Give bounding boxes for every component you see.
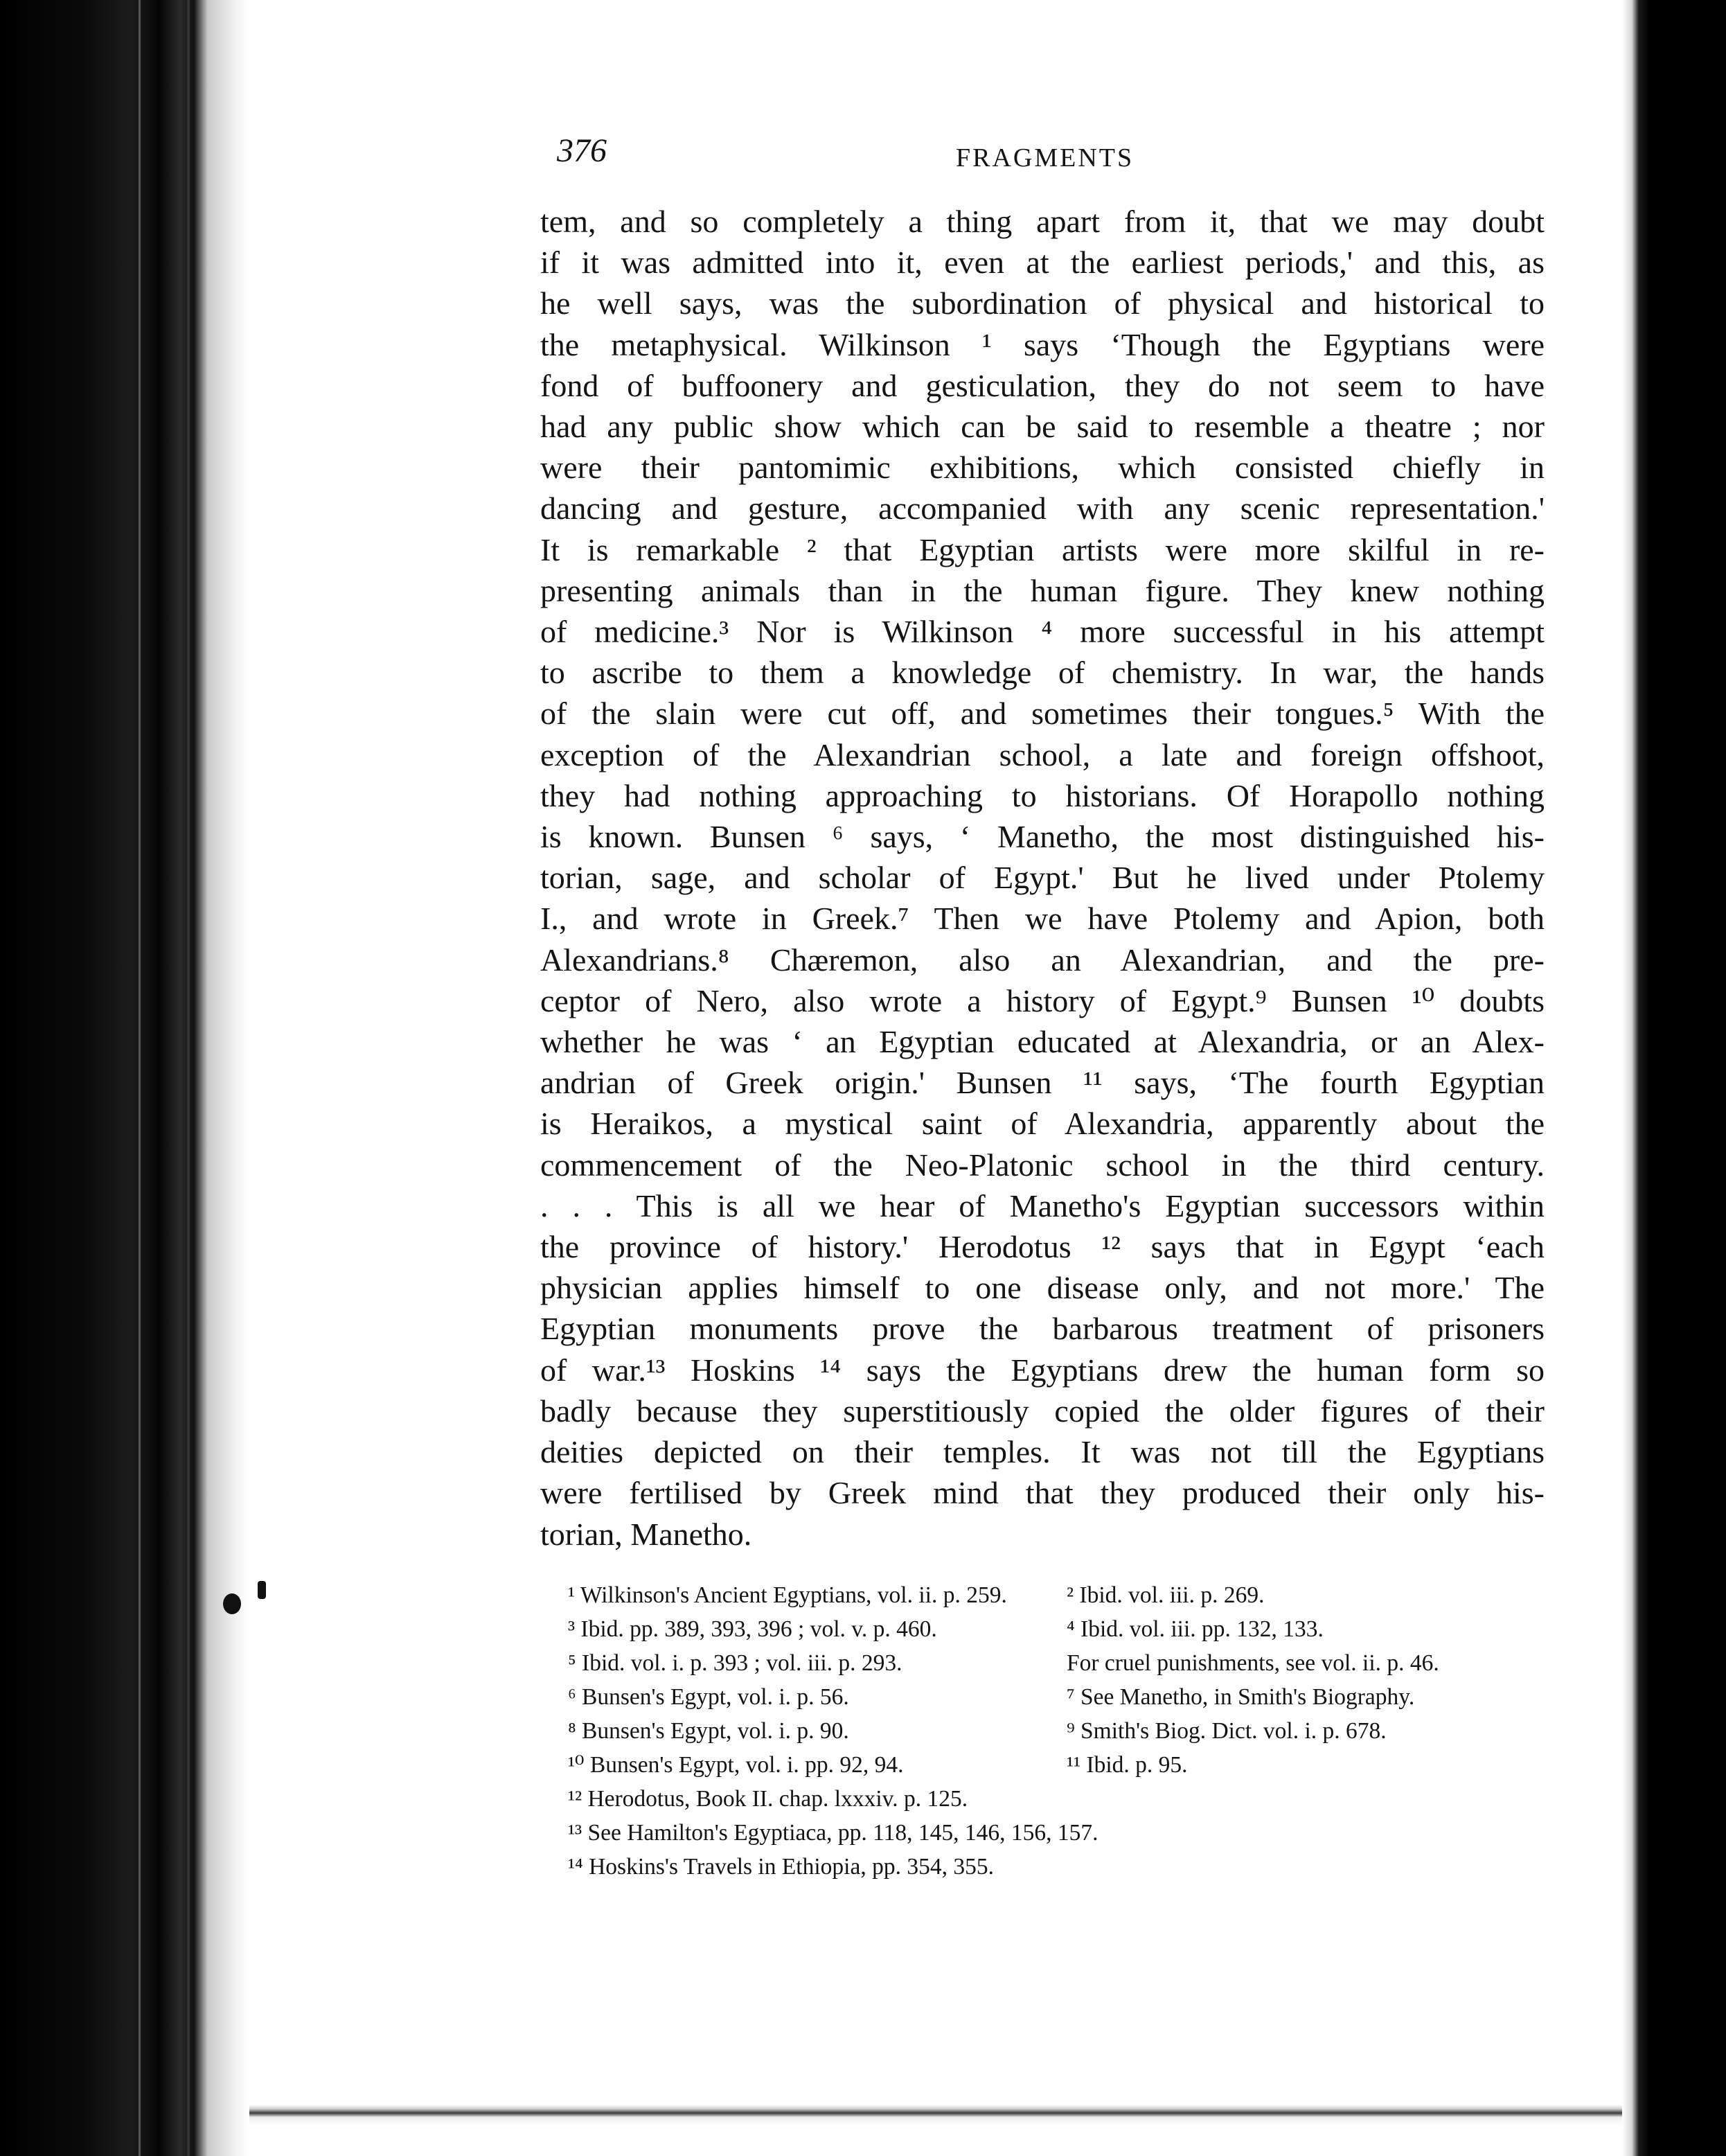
ink-blot (258, 1581, 266, 1599)
text-line: of medicine.³ Nor is Wilkinson ⁴ more successful in his attempt (540, 614, 1545, 650)
footnote: ¹² Herodotus, Book II. chap. lxxxiv. p. 125. (568, 1785, 968, 1812)
text-line: Egyptian monuments prove the barbarous treatment of prisoners (540, 1311, 1545, 1347)
page-bottom-edge (249, 2105, 1622, 2156)
text-line: torian, sage, and scholar of Egypt.' But he lived under Ptolemy (540, 860, 1545, 896)
page-edge-shadow (1622, 0, 1726, 2156)
footnote-row (540, 1646, 1545, 1680)
text-line: tem, and so completely a thing apart from it, that we may doubt (540, 204, 1545, 239)
text-line: of war.¹³ Hoskins ¹⁴ says the Egyptians drew the human form so (540, 1352, 1545, 1388)
running-head: FRAGMENTS (956, 143, 1135, 173)
footnote: ⁵ Ibid. vol. i. p. 393 ; vol. iii. p. 293. (568, 1650, 902, 1676)
text-line: Alexandrians.⁸ Chæremon, also an Alexandrian, and the pre- (540, 942, 1545, 978)
footnote-row (540, 1612, 1545, 1646)
footnote-row (540, 1816, 1545, 1850)
text-line: is known. Bunsen ⁶ says, ‘ Manetho, the most distinguished his- (540, 819, 1545, 855)
text-line: presenting animals than in the human figure. They knew nothing (540, 572, 1545, 608)
footnote-row (540, 1714, 1545, 1748)
footnote: ¹ Wilkinson's Ancient Egyptians, vol. ii. p. 259. (568, 1582, 1007, 1608)
text-line: the metaphysical. Wilkinson ¹ says ‘Though the Egyptians were (540, 326, 1545, 362)
text-line: he well says, was the subordination of physical and historical to (540, 285, 1545, 321)
text-line: whether he was ‘ an Egyptian educated at Alexandria, or an Alex- (540, 1024, 1545, 1060)
footnote: ⁶ Bunsen's Egypt, vol. i. p. 56. (568, 1684, 849, 1710)
text-line: I., and wrote in Greek.⁷ Then we have Ptolemy and Apion, both (540, 901, 1545, 937)
footnote-row (540, 1782, 1545, 1816)
text-line: to ascribe to them a knowledge of chemistry. In war, the hands (540, 655, 1545, 691)
footnote: ⁸ Bunsen's Egypt, vol. i. p. 90. (568, 1717, 849, 1744)
text-line: physician applies himself to one disease only, and not more.' The (540, 1270, 1545, 1306)
text-line: badly because they superstitiously copied the older figures of their (540, 1393, 1545, 1429)
text-line: is Heraikos, a mystical saint of Alexandria, apparently about the (540, 1106, 1545, 1142)
text-line: torian, Manetho. (540, 1516, 752, 1552)
footnote: ⁹ Smith's Biog. Dict. vol. i. p. 678. (1067, 1717, 1387, 1744)
footnote: ¹⁰ Bunsen's Egypt, vol. i. pp. 92, 94. (568, 1751, 904, 1778)
text-line: they had nothing approaching to historians. Of Horapollo nothing (540, 777, 1545, 813)
footnote: ³ Ibid. pp. 389, 393, 396 ; vol. v. p. 460. (568, 1616, 937, 1642)
text-line: It is remarkable ² that Egyptian artists were more skilful in re- (540, 531, 1545, 567)
footnote: ¹¹ Ibid. p. 95. (1067, 1751, 1188, 1778)
body-text (540, 201, 1545, 1555)
footnote-row (540, 1748, 1545, 1782)
text-line: commencement of the Neo-Platonic school in the third century. (540, 1147, 1545, 1183)
text-line: were their pantomimic exhibitions, which consisted chiefly in (540, 450, 1545, 486)
text-line: of the slain were cut off, and sometimes their tongues.⁵ With the (540, 696, 1545, 732)
footnote-row (540, 1578, 1545, 1612)
footnote: For cruel punishments, see vol. ii. p. 46. (1067, 1650, 1439, 1676)
text-line: deities depicted on their temples. It was not till the Egyptians (540, 1434, 1545, 1470)
text-line: the province of history.' Herodotus ¹² says that in Egypt ‘each (540, 1229, 1545, 1265)
text-line: ceptor of Nero, also wrote a history of Egypt.⁹ Bunsen ¹⁰ doubts (540, 982, 1545, 1018)
text-line: if it was admitted into it, even at the earliest periods,' and this, as (540, 245, 1545, 281)
page-header (540, 132, 1545, 180)
book-page (540, 132, 1545, 1884)
footnote: ² Ibid. vol. iii. p. 269. (1067, 1582, 1265, 1608)
footnotes (540, 1578, 1545, 1884)
text-line: andrian of Greek origin.' Bunsen ¹¹ says, ‘The fourth Egyptian (540, 1065, 1545, 1101)
text-line: fond of buffoonery and gesticulation, they do not seem to have (540, 367, 1545, 403)
text-line: dancing and gesture, accompanied with any scenic representation.' (540, 491, 1545, 527)
footnote: ¹³ See Hamilton's Egyptiaca, pp. 118, 145, 146, 156, 157. (568, 1819, 1098, 1846)
footnote: ¹⁴ Hoskins's Travels in Ethiopia, pp. 354, 355. (568, 1853, 994, 1880)
ink-blot (223, 1593, 241, 1614)
text-line: had any public show which can be said to resemble a theatre ; nor (540, 409, 1545, 445)
footnote: ⁷ See Manetho, in Smith's Biography. (1067, 1684, 1415, 1710)
text-line: . . . This is all we hear of Manetho's Egyptian successors within (540, 1187, 1545, 1223)
footnote-row (540, 1680, 1545, 1714)
footnote-row (540, 1850, 1545, 1884)
page-number: 376 (557, 132, 607, 169)
text-line: were fertilised by Greek mind that they produced their only his- (540, 1475, 1545, 1511)
footnote: ⁴ Ibid. vol. iii. pp. 132, 133. (1067, 1616, 1324, 1642)
book-binding-shadow (0, 0, 249, 2156)
text-line: exception of the Alexandrian school, a late and foreign offshoot, (540, 736, 1545, 772)
